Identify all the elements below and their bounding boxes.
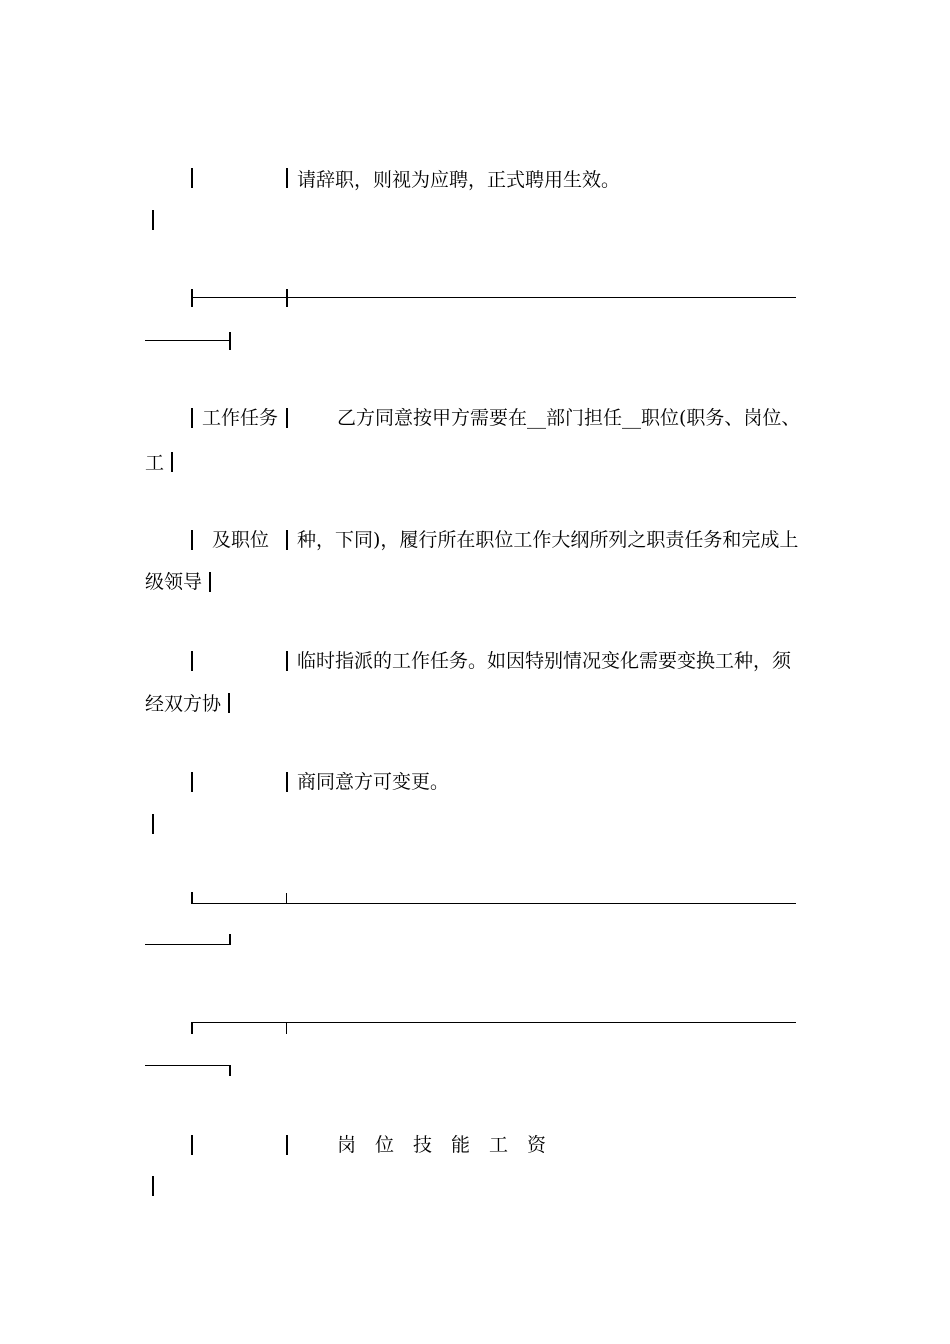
text-line: 经双方协 [145, 693, 222, 715]
text-line: 乙方同意按甲方需要在__部门担任__职位(职务、岗位、 [337, 407, 801, 429]
table-rule [145, 944, 230, 945]
table-border [229, 1065, 231, 1076]
row-label: 工作任务 [202, 407, 279, 429]
table-border [286, 1022, 287, 1034]
table-border [152, 210, 154, 230]
row-label: 及职位 [212, 529, 270, 551]
table-border [191, 772, 193, 792]
table-border [229, 934, 231, 945]
table-border [228, 693, 230, 713]
table-rule [191, 1022, 796, 1023]
table-border [286, 530, 288, 550]
text-line: 级领导 [145, 571, 203, 593]
table-border [209, 572, 211, 592]
table-border [152, 814, 154, 834]
section-heading: 岗 位 技 能 工 资 [337, 1134, 547, 1156]
table-border [191, 651, 193, 671]
table-border [286, 289, 288, 307]
text-line: 种，下同)，履行所在职位工作大纲所列之职责任务和完成上 [297, 529, 799, 551]
table-rule [145, 340, 230, 341]
table-border [171, 452, 173, 472]
table-rule [145, 1065, 230, 1066]
text-line: 请辞职，则视为应聘，正式聘用生效。 [297, 169, 621, 191]
table-border [229, 332, 231, 350]
table-rule [191, 903, 796, 904]
table-border [286, 651, 288, 671]
table-rule [191, 297, 796, 298]
text-line: 工 [145, 452, 165, 474]
table-border [191, 1135, 193, 1155]
table-border [286, 168, 288, 188]
table-border [191, 168, 193, 188]
table-border [191, 1022, 193, 1034]
text-line: 临时指派的工作任务。如因特别情况变化需要变换工种，须 [297, 650, 792, 672]
table-border [191, 408, 193, 428]
text-line: 商同意方可变更。 [297, 771, 450, 793]
table-border [152, 1176, 154, 1196]
table-border [286, 893, 287, 904]
table-border [286, 408, 288, 428]
table-border [286, 1135, 288, 1155]
table-border [191, 289, 193, 307]
table-border [191, 530, 193, 550]
table-border [286, 772, 288, 792]
